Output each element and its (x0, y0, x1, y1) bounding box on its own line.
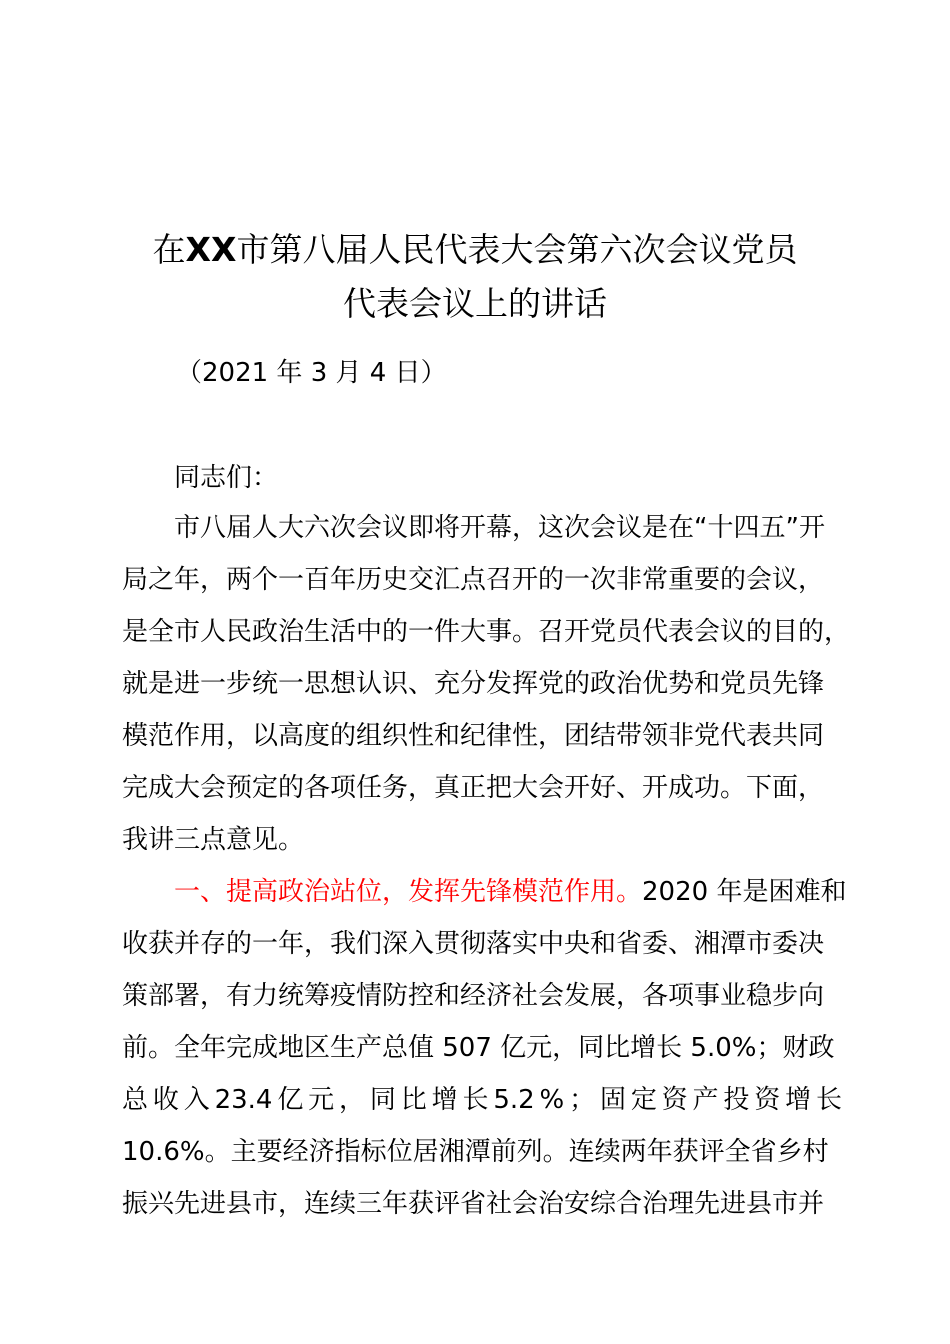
char: 增 (785, 1085, 812, 1115)
paragraph-line: 局之年，两个一百年历史交汇点召开的一次非常重要的会议， (122, 565, 825, 595)
justified-line (122, 1074, 842, 1126)
paragraph-line: 策部署，有力统筹疫情防控和经济社会发展，各项事业稳步向 (122, 981, 825, 1011)
char: 长 (815, 1085, 842, 1115)
salutation-text: 同志们： (174, 463, 279, 493)
char: 亿 (277, 1085, 304, 1115)
title-city-placeholder: XX (185, 230, 237, 269)
char: 资 (754, 1085, 781, 1115)
char: ， (339, 1085, 366, 1115)
title-line-2: 代表会议上的讲话 (343, 284, 607, 323)
char: 同 (369, 1085, 396, 1115)
char: 定 (630, 1085, 657, 1115)
paragraph-1 (122, 502, 851, 866)
char: 总 (122, 1085, 149, 1115)
speech-date: （2021 年 3 月 4 日） (176, 358, 447, 388)
section-heading-rest: 2020 年是困难和 (642, 877, 847, 907)
paragraph-line: 是全市人民政治生活中的一件大事。召开党员代表会议的目的， (122, 617, 851, 647)
char: 资 (661, 1085, 688, 1115)
char: 元 (308, 1085, 335, 1115)
paragraph-line: 完成大会预定的各项任务，真正把大会开好、开成功。下面， (122, 773, 825, 803)
paragraph-line (122, 866, 847, 918)
salutation (122, 452, 842, 504)
section-heading: 一、提高政治站位，发挥先锋模范作用。 (174, 877, 643, 907)
char: 投 (723, 1085, 750, 1115)
paragraph-line: 10.6%。主要经济指标位居湘潭前列。连续两年获评全省乡村 (122, 1137, 829, 1167)
speech-title (118, 223, 832, 331)
paragraph-line: 市八届人大六次会议即将开幕，这次会议是在“十四五”开 (174, 513, 825, 543)
title-main: 市第八届人民代表大会第六次会议党员 (236, 230, 798, 269)
char: 收 (152, 1085, 179, 1115)
char: 长 (462, 1085, 489, 1115)
char: % (539, 1085, 565, 1115)
char: 固 (599, 1085, 626, 1115)
paragraph-2 (122, 866, 847, 1230)
paragraph-line: 我讲三点意见。 (122, 825, 305, 855)
paragraph-line: 就是进一步统一思想认识、充分发挥党的政治优势和党员先锋 (122, 669, 825, 699)
paragraph-line: 前。全年完成地区生产总值 507 亿元，同比增长 5.0%；财政 (122, 1033, 835, 1063)
paragraph-line: 收获并存的一年，我们深入贯彻落实中央和省委、湘潭市委决 (122, 929, 825, 959)
title-line-1 (118, 223, 832, 277)
title-prefix: 在 (152, 230, 186, 269)
char: 5.2 (493, 1085, 535, 1115)
paragraph-line: 振兴先进县市，连续三年获评省社会治安综合治理先进县市并 (122, 1189, 825, 1219)
char: 23.4 (214, 1085, 273, 1115)
char: 比 (400, 1085, 427, 1115)
paragraph-line: 模范作用，以高度的组织性和纪律性，团结带领非党代表共同 (122, 721, 825, 751)
char: 产 (692, 1085, 719, 1115)
char: 增 (431, 1085, 458, 1115)
char: ； (569, 1085, 596, 1115)
char: 入 (183, 1085, 210, 1115)
